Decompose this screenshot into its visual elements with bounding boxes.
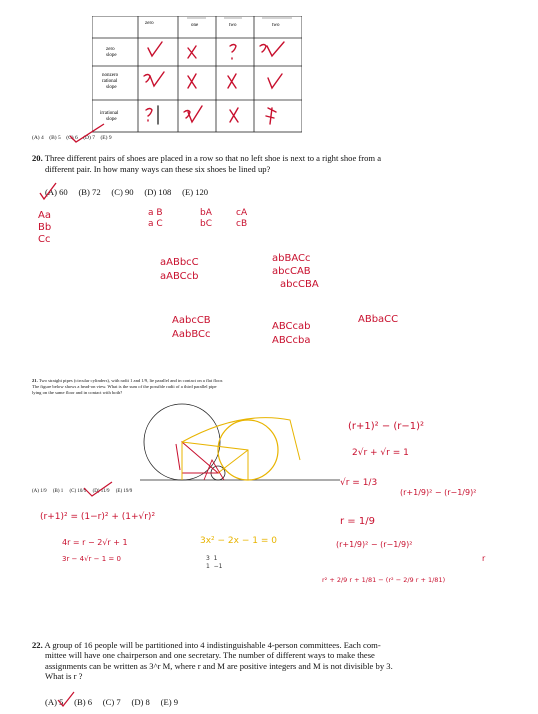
q20-choice-a: (A) 60 bbox=[45, 187, 68, 197]
q22-choices bbox=[45, 697, 365, 707]
q20-line2: different pair. In how many ways can these six shoes be lined up? bbox=[45, 164, 271, 174]
q22-line3: assignments can be written as 3^r M, where r and M are positive integers and M is not divisible by 3. bbox=[45, 660, 393, 671]
q20-work-r5: cA bbox=[236, 208, 248, 218]
q22-choice-c: (C) 7 bbox=[102, 697, 121, 707]
q19-choice-b: (B) 5 bbox=[49, 135, 61, 141]
q21-work-w6: (r+1)² = (1−r)² + (1+√r)² bbox=[40, 512, 156, 522]
q20-choice-c: (C) 90 bbox=[111, 187, 134, 197]
q20-work-b7: AabBCc bbox=[172, 329, 211, 340]
q21-work-w5: r = 1/9 bbox=[340, 516, 375, 527]
q22-check-mark bbox=[56, 690, 76, 708]
row-label-zero: zero bbox=[106, 47, 115, 52]
q20-pair-bb: Bb bbox=[38, 222, 52, 233]
q20-number: 20. bbox=[32, 153, 43, 163]
q20-work-b3: abBACc bbox=[272, 253, 311, 264]
q21-work-factors: 3 1 1 −1 bbox=[206, 555, 223, 570]
q19-choice-d: (D) 7 bbox=[83, 135, 95, 141]
q21-work-w9: 3x² − 2x − 1 = 0 bbox=[200, 536, 277, 546]
q21-work-w3: √r = 1/3 bbox=[340, 478, 378, 488]
q22-line2: mittee will have one chairperson and one secretary. The number of different ways to make these bbox=[45, 650, 375, 661]
q21-work-w4: (r+1/9)² − (r−1/9)² bbox=[400, 488, 477, 497]
q22-number: 22. bbox=[32, 640, 43, 650]
row-label-rational: rational bbox=[102, 79, 118, 84]
q21-choice-c: (C) 10/9 bbox=[69, 489, 87, 494]
q21-work-w7: 4r = r − 2√r + 1 bbox=[62, 538, 128, 547]
q20-work-r1: a B bbox=[148, 208, 163, 218]
q21-line1: Two straight pipes (circular cylinders), with radii 1 and 1/9, lie parallel and in contact on a flat floor. bbox=[38, 378, 224, 383]
q21-work-w2: 2√r + √r = 1 bbox=[352, 448, 409, 458]
q22-text bbox=[32, 640, 512, 682]
q22-choice-d: (D) 8 bbox=[131, 697, 150, 707]
row-label-slope-3: slope bbox=[106, 117, 117, 122]
q21-check-mark bbox=[82, 480, 116, 500]
q20-work-b8: ABCcab bbox=[272, 321, 311, 332]
q21-work-w10: (r+1/9)² − (r−1/9)² bbox=[336, 540, 413, 549]
q20-work-r6: cB bbox=[236, 219, 248, 229]
q21-work-w11: r² + 2/9 r + 1/81 − (r² − 2/9 r + 1/81) bbox=[322, 576, 446, 584]
slope-table bbox=[92, 16, 302, 134]
q22-choice-a: (A) 5 bbox=[45, 697, 64, 707]
q20-work-r3: bA bbox=[200, 208, 212, 218]
q20-text bbox=[32, 153, 502, 175]
row-label-slope: slope bbox=[106, 85, 117, 90]
q20-work-b10: ABbaCC bbox=[358, 314, 399, 325]
col-header-one: one bbox=[191, 23, 199, 28]
q19-choice-e: (E) 9 bbox=[100, 135, 112, 141]
q20-pair-aa: Aa bbox=[38, 210, 51, 221]
q20-choice-e: (E) 120 bbox=[182, 187, 209, 197]
q19-choice-a: (A) 4 bbox=[32, 135, 44, 141]
q22-choice-e: (E) 9 bbox=[160, 697, 179, 707]
q20-work-col2 bbox=[200, 208, 212, 230]
col-header-two-a: two bbox=[229, 23, 237, 28]
q20-work-b1: aABbcC bbox=[160, 257, 199, 268]
q21-line2: The figure below shows a head-on view. What is the sum of the possible radii of a third parallel pipe bbox=[32, 384, 217, 390]
q22-line4: What is r ? bbox=[45, 671, 83, 682]
q20-choice-b: (B) 72 bbox=[78, 187, 101, 197]
q20-work-b9: ABCcba bbox=[272, 335, 311, 346]
q20-answer-circle bbox=[36, 181, 58, 201]
q20-work-b2: aABCcb bbox=[160, 271, 199, 282]
col-header-zero: zero bbox=[145, 21, 154, 26]
q21-choice-a: (A) 1/9 bbox=[32, 489, 47, 494]
q20-work-r2: a C bbox=[148, 219, 163, 229]
q21-line3: lying on the same floor and in contact with both? bbox=[32, 390, 123, 396]
row-label-irrational: irrational bbox=[100, 111, 119, 116]
q21-number: 21. bbox=[32, 378, 38, 383]
col-header-two-b: two bbox=[272, 23, 280, 28]
q20-work-block2 bbox=[272, 252, 319, 291]
q20-work-r4: bC bbox=[200, 219, 212, 229]
q20-work-b5: abcCBA bbox=[280, 279, 319, 290]
q19-check-mark bbox=[68, 122, 108, 144]
q20-line1: Three different pairs of shoes are placed in a row so that no left shoe is next to a right shoe from a bbox=[44, 153, 382, 163]
q20-choices bbox=[45, 187, 345, 197]
row-label-nonzero: nonzero bbox=[102, 73, 119, 78]
q21-pipes-figure bbox=[140, 400, 340, 486]
row-label-zero-2: slope bbox=[106, 53, 117, 58]
q20-work-block1 bbox=[160, 256, 199, 284]
q20-work-b4: abcCAB bbox=[272, 266, 311, 277]
q22-line1: A group of 16 people will be partitioned into 4 indistinguishable 4-person committees. Each com- bbox=[44, 640, 381, 650]
q20-work-pairs bbox=[38, 210, 51, 246]
q21-choice-d: (D) 11/9 bbox=[92, 489, 110, 494]
q20-pair-cc: Cc bbox=[38, 234, 51, 245]
q20-choice-d: (D) 108 bbox=[144, 187, 172, 197]
q21-work-w12: r bbox=[482, 554, 486, 563]
q19-choice-c: (C) 6 bbox=[66, 135, 78, 141]
q22-choice-b: (B) 6 bbox=[74, 697, 93, 707]
q21-work-w8: 3r − 4√r − 1 = 0 bbox=[62, 555, 121, 563]
q20-work-b6: AabcCB bbox=[172, 315, 211, 326]
q21-choice-e: (E) 19/9 bbox=[115, 489, 133, 494]
q21-work-w1: (r+1)² − (r−1)² bbox=[348, 421, 425, 432]
q20-work-col3 bbox=[236, 208, 247, 230]
q21-choice-b: (B) 1 bbox=[52, 489, 64, 494]
q20-work-col1 bbox=[148, 208, 163, 230]
q20-work-block4 bbox=[272, 320, 310, 348]
q20-work-block3 bbox=[172, 314, 211, 342]
q21-text bbox=[32, 378, 362, 397]
